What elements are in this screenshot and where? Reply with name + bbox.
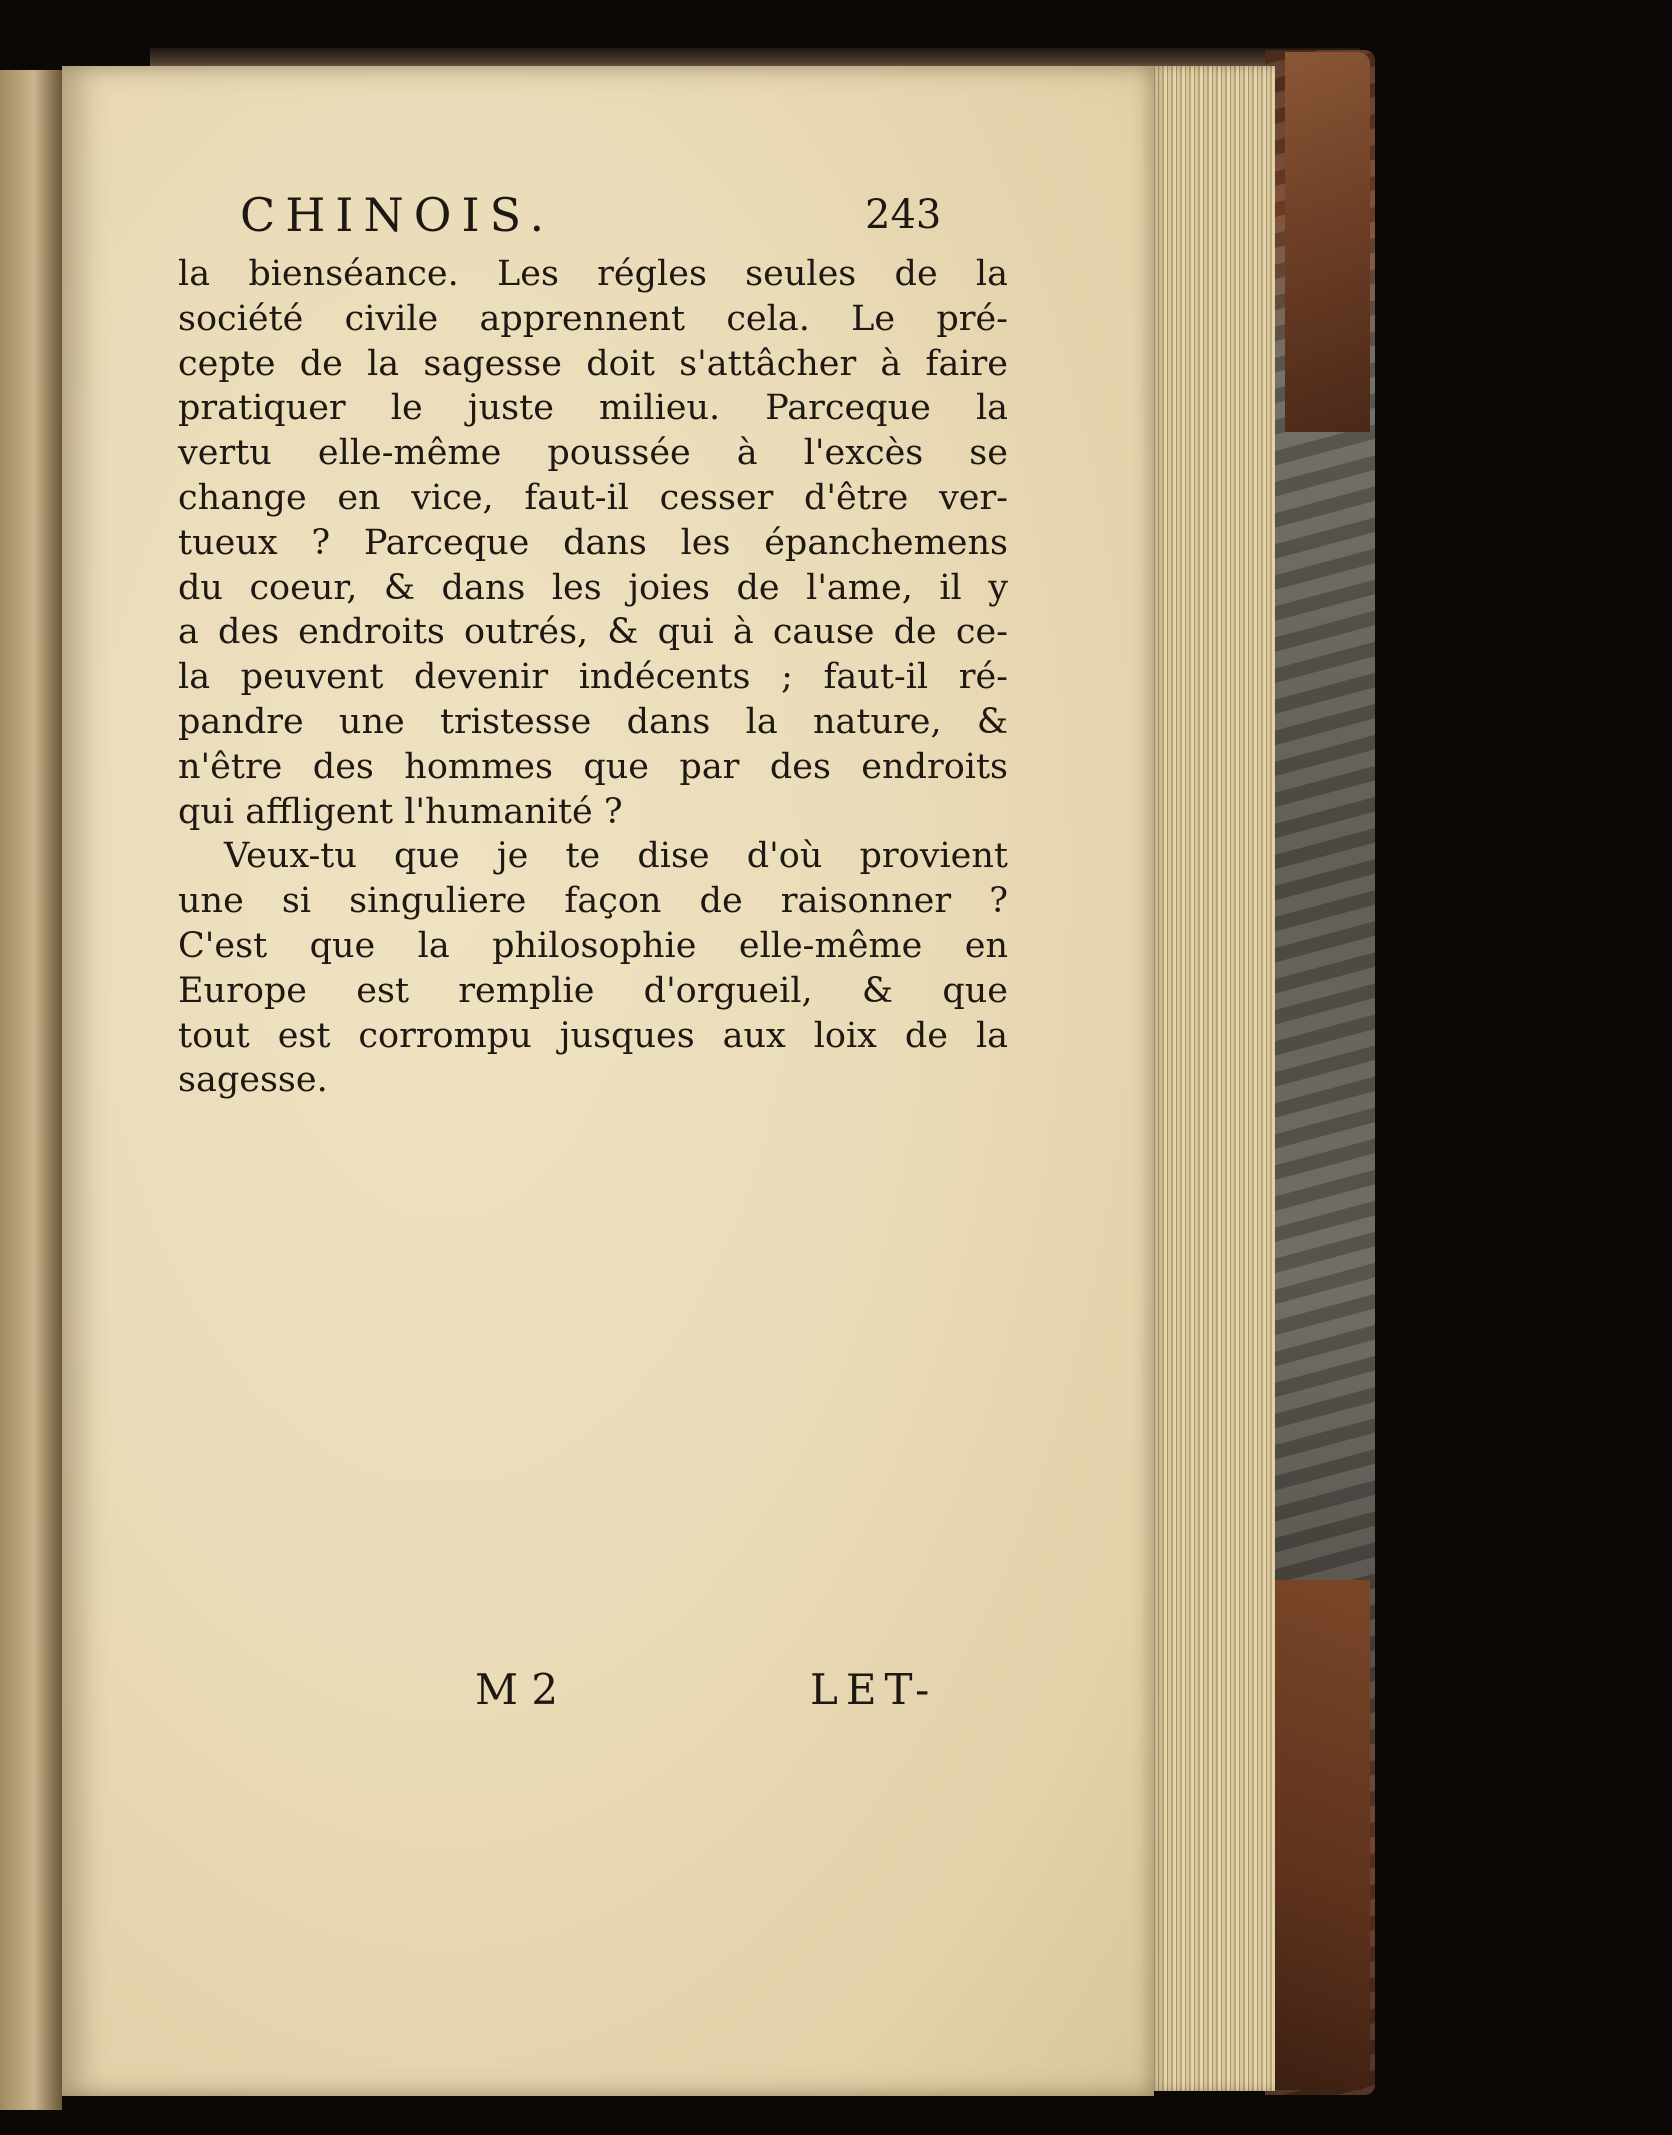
text-line: la bienséance. Les régles seules de la [178, 254, 1008, 294]
leather-corner-top [1285, 52, 1370, 432]
catchword: LET- [810, 1665, 938, 1714]
text-line: n'être des hommes que par des endroits [178, 746, 1008, 787]
text-line: tueux ? Parceque dans les épanchemens [178, 522, 1008, 563]
text-line: sagesse. [178, 1060, 328, 1101]
body-text [178, 252, 1008, 1103]
text-line: pandre une tristesse dans la nature, & [178, 701, 1008, 742]
text-line: la peuvent devenir indécents ; faut-il ré- [178, 657, 1008, 698]
text-line: pratiquer le juste milieu. Parceque la [178, 388, 1008, 429]
text-line: Europe est remplie d'orgueil, & que [178, 970, 1008, 1011]
text-line: tout est corrompu jusques aux loix de la [178, 1015, 1008, 1056]
running-head [240, 188, 1015, 248]
running-title: CHINOIS. [240, 188, 555, 242]
text-line: société civile apprennent cela. Le pré- [178, 298, 1008, 339]
text-line: du coeur, & dans les joies de l'ame, il y [178, 567, 1008, 608]
leather-corner-bottom [1275, 1580, 1370, 2090]
page-number: 243 [865, 192, 942, 238]
signature-mark: M 2 [475, 1665, 559, 1714]
page-block-edges [1150, 66, 1275, 2091]
text-line: une si singuliere façon de raisonner ? [178, 881, 1008, 922]
text-line: a des endroits outrés, & qui à cause de ce- [178, 612, 1008, 653]
text-line: vertu elle-même poussée à l'excès se [178, 433, 1008, 474]
text-line: change en vice, faut-il cesser d'être ver- [178, 477, 1008, 518]
text-line: Veux-tu que je te dise d'où provient [224, 836, 1008, 877]
text-line: qui affligent l'humanité ? [178, 791, 623, 832]
text-line: cepte de la sagesse doit s'attâcher à faire [178, 343, 1008, 384]
text-line: C'est que la philosophie elle-même en [178, 925, 1008, 966]
facing-page-edge [0, 70, 62, 2110]
